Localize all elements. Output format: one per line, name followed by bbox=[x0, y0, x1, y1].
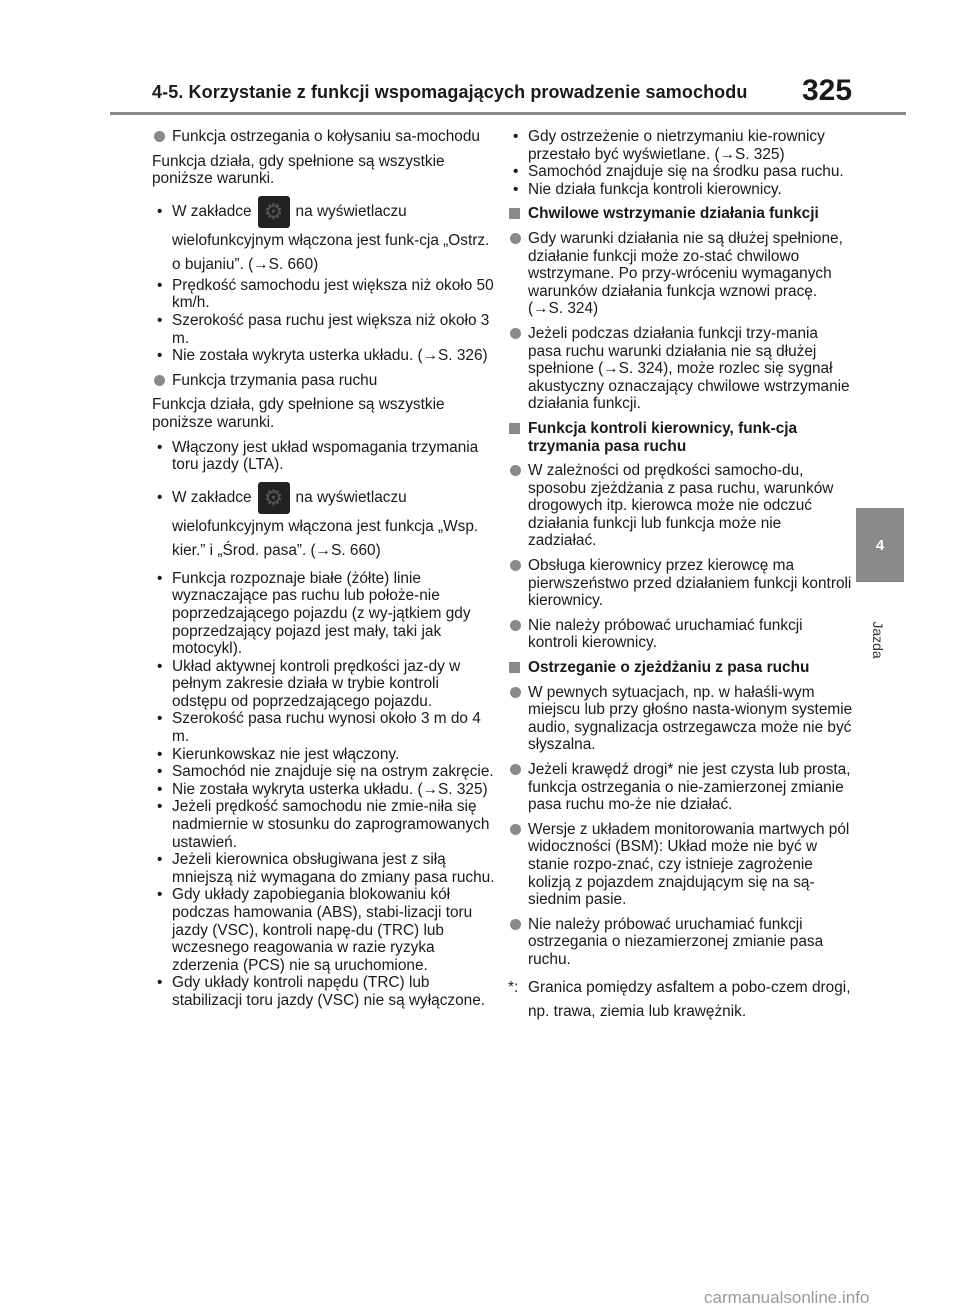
list-item: • Nie została wykryta usterka układu. (→S. 325) bbox=[152, 781, 497, 799]
header-rule bbox=[110, 112, 906, 115]
list-item: • Kierunkowskaz nie jest włączony. bbox=[152, 746, 497, 764]
list-item: • Jeżeli kierownica obsługiwana jest z siłą mniejszą niż wymagana do zmiany pasa ruchu. bbox=[152, 851, 497, 886]
footnote bbox=[508, 976, 853, 1024]
condition-list bbox=[152, 195, 497, 365]
left-column bbox=[152, 128, 497, 1017]
footnote-text: Granica pomiędzy asfaltem a pobo-czem drogi, np. trawa, ziemia lub krawężnik. bbox=[528, 978, 851, 1020]
list-item: • Funkcja rozpoznaje białe (żółte) linie wyznaczające pas ruchu lub położe-nie poprzedzającego pojazdu (z wy-jątkiem gdy poprzedzający pojazd jest mały, taki jak motocykl). bbox=[152, 570, 497, 658]
condition-list bbox=[508, 128, 853, 198]
list-item: • Włączony jest układ wspomagania trzymania toru jazdy (LTA). bbox=[152, 439, 497, 474]
paragraph: Funkcja działa, gdy spełnione są wszystkie poniższe warunki. bbox=[152, 152, 445, 188]
list-item: • W zakładce⚙ na wyświetlaczu wielofunkcyjnym włączona jest funkcja „Wsp. kier.” i „Środ. pasa”. (→S. 660) bbox=[152, 481, 497, 563]
list-item: • Samochód nie znajduje się na ostrym zakręcie. bbox=[152, 763, 497, 781]
list-item: • Gdy układy kontroli napędu (TRC) lub stabilizacji toru jazdy (VSC) nie są wyłączone. bbox=[152, 974, 497, 1009]
condition-list bbox=[152, 439, 497, 474]
bullet-paragraph: Nie należy próbować uruchamiać funkcji kontroli kierownicy. bbox=[508, 617, 853, 652]
footnote-mark: *: bbox=[508, 978, 519, 996]
section-heading: Funkcja kontroli kierownicy, funk-cja trzymania pasa ruchu bbox=[508, 420, 853, 455]
bullet-paragraph: W zależności od prędkości samocho-du, sposobu zjeżdżania z pasa ruchu, warunków drogowych itp. kierowca może nie odczuć działania funkcji lub funkcja może nie zadziałać. bbox=[508, 462, 853, 550]
chapter-tab bbox=[856, 508, 904, 582]
list-item: • Nie działa funkcja kontroli kierownicy. bbox=[508, 181, 853, 199]
list-item: • Jeżeli prędkość samochodu nie zmie-niła się nadmiernie w stosunku do zaprogramowanych ustawień. bbox=[152, 798, 497, 851]
chapter-tab-number: 4 bbox=[875, 536, 885, 554]
paragraph: Funkcja działa, gdy spełnione są wszystkie poniższe warunki. bbox=[152, 396, 445, 431]
list-item: • W zakładce⚙ na wyświetlaczu wielofunkcyjnym włączona jest funk-cja „Ostrz. o bujaniu”. (→S. 660) bbox=[152, 195, 497, 277]
condition-list bbox=[152, 481, 497, 563]
list-item: • Prędkość samochodu jest większa niż około 50 km/h. bbox=[152, 277, 497, 312]
list-item: • Samochód znajduje się na środku pasa ruchu. bbox=[508, 163, 853, 181]
bullet-heading: Funkcja trzymania pasa ruchu bbox=[152, 372, 497, 390]
list-item: • Nie została wykryta usterka układu. (→S. 326) bbox=[152, 347, 497, 365]
settings-gear-icon bbox=[258, 482, 290, 514]
bullet-paragraph: Obsługa kierownicy przez kierowcę ma pierwszeństwo przed działaniem funkcji kontroli kierownicy. bbox=[508, 557, 853, 610]
bullet-paragraph: Jeżeli krawędź drogi* nie jest czysta lub prosta, funkcja ostrzegania o nie-zamierzonej zmianie pasa ruchu mo-że nie działać. bbox=[508, 761, 853, 814]
watermark: carmanualsonline.info bbox=[704, 1288, 870, 1307]
condition-list bbox=[152, 570, 497, 1010]
list-item: • Układ aktywnej kontroli prędkości jaz-dy w pełnym zakresie działa w trybie kontroli odstępu od poprzedzającego pojazdu. bbox=[152, 658, 497, 711]
settings-gear-icon bbox=[258, 196, 290, 228]
bullet-paragraph: Wersje z układem monitorowania martwych pól widoczności (BSM): Układ może nie być w stanie rozpo-znać, czy istnieje zagrożenie kolizją z pojazdem znajdującym się na są-siednim pasie. bbox=[508, 821, 853, 909]
bullet-paragraph: Jeżeli podczas działania funkcji trzy-mania pasa ruchu warunki działania nie są dłużej spełnione (→S. 324), może rozlec się sygnał akustyczny oznaczający chwilowe wstrzymanie działania funkcji. bbox=[508, 325, 853, 413]
bullet-paragraph: Nie należy próbować uruchamiać funkcji ostrzegania o niezamierzonej zmianie pasa ruchu. bbox=[508, 916, 853, 969]
list-item: • Gdy układy zapobiegania blokowaniu kół podczas hamowania (ABS), stabi-lizacji toru jazdy (VSC), kontroli napę-du (TRC) lub wczesnego reagowania w razie ryzyka zderzenia (PCS) nie są uruchomione. bbox=[152, 886, 497, 974]
bullet-paragraph: Gdy warunki działania nie są dłużej spełnione, działanie funkcji może zo-stać chwilowo wstrzymane. Po przy-wróceniu wymaganych warunków działania funkcja wznowi pracę. (→S. 324) bbox=[508, 230, 853, 318]
section-heading: Ostrzeganie o zjeżdżaniu z pasa ruchu bbox=[508, 659, 853, 677]
chapter-side-label: Jazda bbox=[870, 621, 886, 659]
list-item: • Szerokość pasa ruchu jest większa niż około 3 m. bbox=[152, 312, 497, 347]
bullet-heading: Funkcja ostrzegania o kołysaniu sa-mochodu bbox=[152, 128, 497, 146]
list-item: • Szerokość pasa ruchu wynosi około 3 m do 4 m. bbox=[152, 710, 497, 745]
list-item: • Gdy ostrzeżenie o nietrzymaniu kie-rownicy przestało być wyświetlane. (→S. 325) bbox=[508, 128, 853, 163]
bullet-paragraph: W pewnych sytuacjach, np. w hałaśli-wym miejscu lub przy głośno nasta-wionym systemie audio, sygnalizacja ostrzegawcza może nie być słyszalna. bbox=[508, 684, 853, 754]
section-heading: Chwilowe wstrzymanie działania funkcji bbox=[508, 205, 853, 223]
right-column bbox=[508, 128, 853, 1024]
chapter-title: 4-5. Korzystanie z funkcji wspomagających prowadzenie samochodu bbox=[152, 82, 748, 102]
page-number: 325 bbox=[802, 74, 853, 107]
